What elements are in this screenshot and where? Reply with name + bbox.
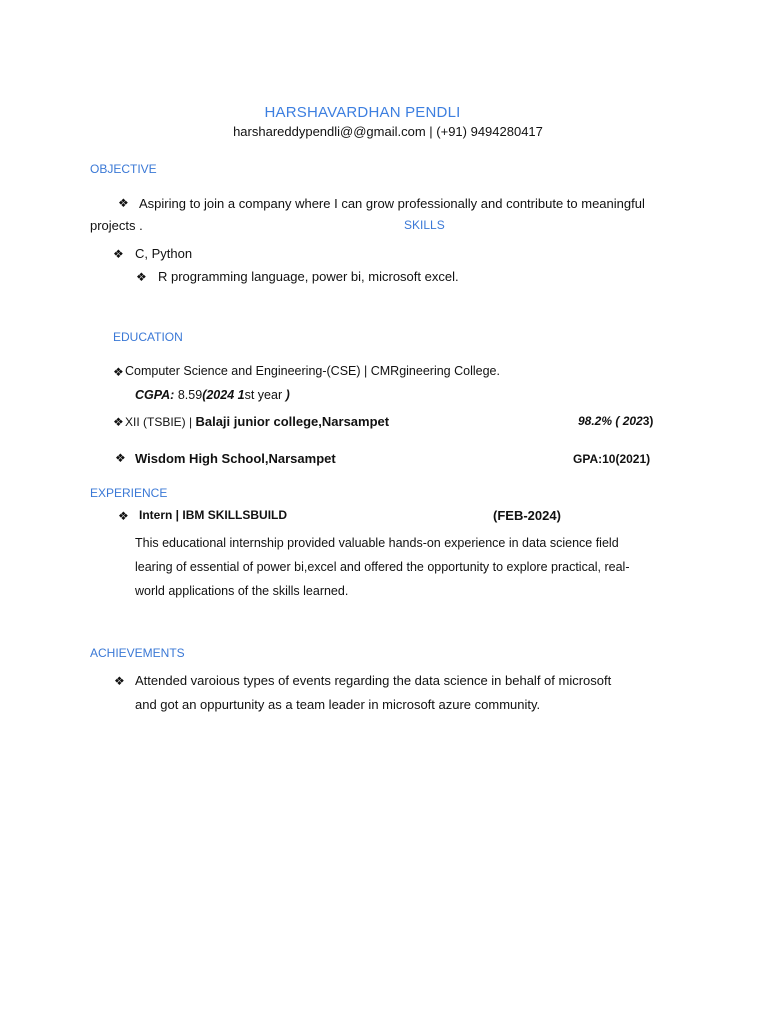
experience-date: (FEB-2024) xyxy=(493,508,561,523)
cgpa-label: CGPA: xyxy=(135,388,175,402)
school-gpa: GPA:10(2021) xyxy=(573,452,651,466)
cgpa-year-open: (2024 1 xyxy=(202,388,245,402)
xii-score-end: 3) xyxy=(642,414,654,428)
school-name: Wisdom High School,Narsampet xyxy=(135,451,336,466)
diamond-bullet-icon: ❖ xyxy=(118,196,129,210)
diamond-bullet-icon: ❖ xyxy=(118,509,129,523)
skill-item: R programming language, power bi, microsoft excel. xyxy=(158,269,459,284)
achievements-heading: ACHIEVEMENTS xyxy=(90,646,185,660)
cgpa-year-mid: st year xyxy=(244,388,283,402)
experience-line: world applications of the skills learned. xyxy=(135,584,349,598)
experience-role: Intern | IBM SKILLSBUILD xyxy=(139,508,288,522)
experience-line: learing of essential of power bi,excel and offered the opportunity to explore practical, real- xyxy=(135,560,630,574)
experience-description xyxy=(135,531,695,603)
cgpa-year-close: ) xyxy=(285,388,290,402)
degree-line: Computer Science and Engineering-(CSE) | CMRgineering College. xyxy=(125,364,500,378)
diamond-bullet-icon: ❖ xyxy=(113,415,124,429)
objective-line-2: projects . xyxy=(90,218,143,233)
skill-item: C, Python xyxy=(135,246,193,261)
achievement-line: and got an oppurtunity as a team leader in microsoft azure community. xyxy=(135,697,541,712)
cgpa-value: 8.59 xyxy=(177,388,203,402)
experience-heading: EXPERIENCE xyxy=(90,486,168,500)
diamond-bullet-icon: ❖ xyxy=(113,247,124,261)
skills-heading: SKILLS xyxy=(404,218,445,232)
xii-prefix: XII (TSBIE) | xyxy=(125,415,193,429)
xii-college: Balaji junior college,Narsampet xyxy=(195,414,390,429)
education-heading: EDUCATION xyxy=(113,330,183,344)
objective-heading: OBJECTIVE xyxy=(90,162,157,176)
diamond-bullet-icon: ❖ xyxy=(115,451,126,465)
contact-line: harshareddypendli@@gmail.com | (+91) 9494280417 xyxy=(233,124,543,139)
cgpa-line xyxy=(135,388,290,402)
achievements-text xyxy=(135,669,705,717)
diamond-bullet-icon: ❖ xyxy=(114,674,125,688)
xii-score xyxy=(578,414,653,428)
experience-line: This educational internship provided valuable hands-on experience in data science field xyxy=(135,536,619,550)
diamond-bullet-icon: ❖ xyxy=(136,270,147,284)
achievement-line: Attended varoious types of events regarding the data science in behalf of microsoft xyxy=(135,673,612,688)
objective-line-1: Aspiring to join a company where I can grow professionally and contribute to meaningful xyxy=(139,196,645,211)
xii-score-main: 98.2% ( 202 xyxy=(578,414,643,428)
diamond-bullet-icon: ❖ xyxy=(113,365,124,379)
candidate-name: HARSHAVARDHAN PENDLI xyxy=(264,104,461,121)
xii-line xyxy=(125,414,389,429)
